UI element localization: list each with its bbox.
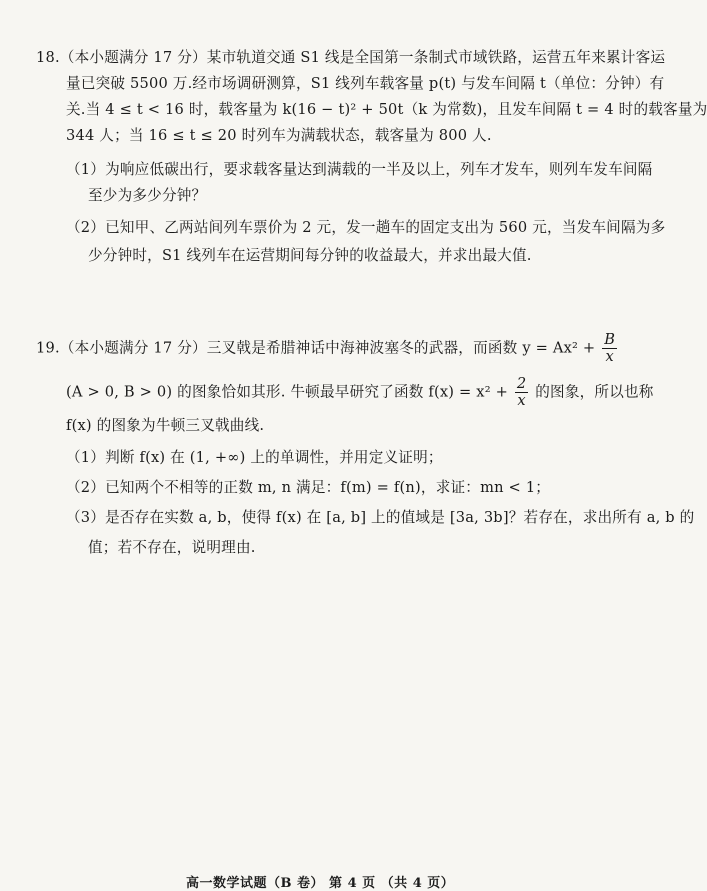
- q18-part-2-line-2: 少分钟时，S1 线列车在运营期间每分钟的收益最大，并求出最大值.: [88, 247, 532, 264]
- q18-stem-line-4: 344 人；当 16 ≤ t ≤ 20 时列车为满载状态，载客量为 800 人.: [66, 127, 492, 144]
- q18-part-1-line-2: 至少为多少分钟？: [88, 187, 207, 204]
- fraction-denominator: x: [605, 348, 614, 365]
- q19-stem-line-1-text: 19.（本小题满分 17 分）三叉戟是希腊神话中海神波塞冬的武器，而函数 y = Ax² +: [36, 339, 596, 357]
- q18-part-2-line-1: （2）已知甲、乙两站间列车票价为 2 元，发一趟车的固定支出为 560 元，当发车间隔为多: [66, 219, 666, 236]
- fraction-numerator: B: [604, 331, 616, 348]
- q18-part-1-line-1: （1）为响应低碳出行，要求载客量达到满载的一半及以上，列车才发车，则列车发车间隔: [66, 161, 653, 178]
- q18-stem-line-1: 18.（本小题满分 17 分）某市轨道交通 S1 线是全国第一条制式市域铁路，运营五年来累计客运: [36, 49, 666, 66]
- q19-stem-line-2-text: (A > 0, B > 0) 的图象恰如其形. 牛顿最早研究了函数 f(x) = x² +: [66, 383, 509, 401]
- q19-stem-line-2-tail: 的图象，所以也称: [535, 383, 654, 401]
- q19-stem-line-1: [36, 332, 619, 365]
- fraction-denominator: x: [517, 392, 526, 409]
- page-footer: 高一数学试题（B 卷） 第 4 页 （共 4 页）: [186, 876, 455, 891]
- q18-stem-line-3: 关.当 4 ≤ t < 16 时，载客量为 k(16 − t)² + 50t（k 为常数)，且发车间隔 t = 4 时的载客量为: [66, 101, 707, 118]
- fraction-b-over-x: [602, 332, 617, 365]
- q19-part-3-line-2: 值；若不存在，说明理由.: [88, 539, 256, 556]
- fraction-numerator: 2: [516, 375, 527, 392]
- q19-stem-line-2: [66, 376, 654, 409]
- q19-stem-line-3: f(x) 的图象为牛顿三叉戟曲线.: [66, 417, 265, 434]
- q19-part-3-line-1: （3）是否存在实数 a, b，使得 f(x) 在 [a, b] 上的值域是 [3a, 3b]？若存在，求出所有 a, b 的: [66, 509, 695, 526]
- fraction-2-over-x: [515, 376, 529, 409]
- q19-part-1: （1）判断 f(x) 在 (1, +∞) 上的单调性，并用定义证明；: [66, 449, 443, 466]
- q19-part-2: （2）已知两个不相等的正数 m, n 满足：f(m) = f(n)，求证：mn < 1；: [66, 479, 551, 496]
- q18-stem-line-2: 量已突破 5500 万.经市场调研测算，S1 线列车载客量 p(t) 与发车间隔 t（单位：分钟）有: [66, 75, 665, 92]
